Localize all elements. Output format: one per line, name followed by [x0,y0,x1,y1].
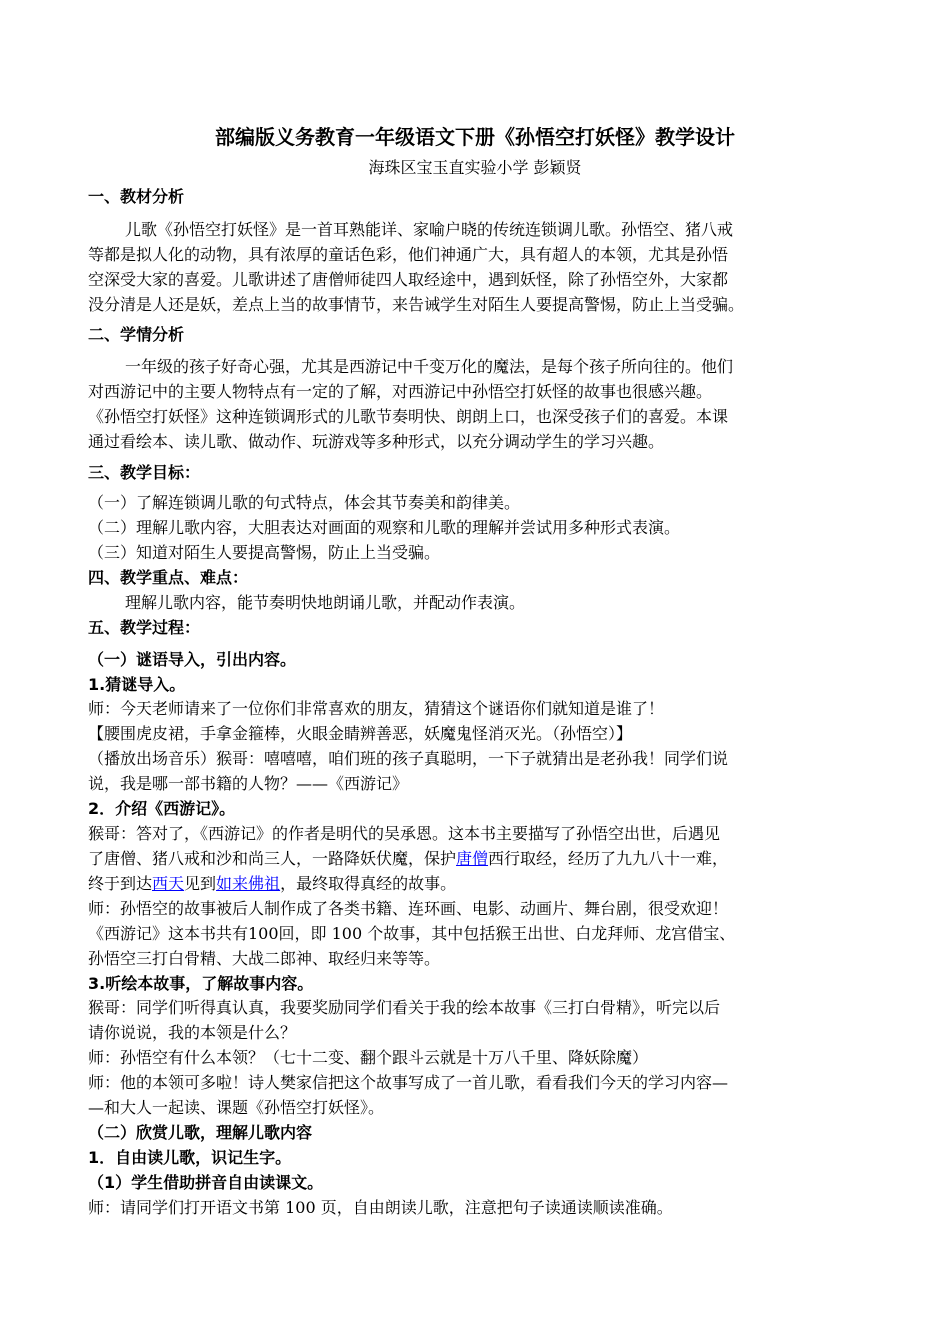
paragraph-line: （播放出场音乐）猴哥：嘻嘻嘻，咱们班的孩子真聪明，一下子就猜出是老孙我！同学们说 [88,749,729,768]
text-span: ，最终取得真经的故事。 [280,874,457,893]
section-heading: 二、学情分析 [88,325,185,344]
author-line: 海珠区宝玉直实验小学 彭颖贤 [368,158,582,177]
paragraph-line: 师：孙悟空的故事被后人制作成了各类书籍、连环画、电影、动画片、舞台剧，很受欢迎！ [88,899,729,918]
text-span: 西行取经，经历了九九八十一难， [488,849,729,868]
link-rulaifozu[interactable]: 如来佛祖 [216,874,281,893]
paragraph-line: 《西游记》这本书共有100回，即 100 个故事，其中包括猴王出世、白龙拜师、龙宫借宝、 [88,924,736,943]
list-item: （二）理解儿歌内容，大胆表达对画面的观察和儿歌的理解并尝试用多种形式表演。 [88,518,681,537]
paragraph-line: 理解儿歌内容，能节奏明快地朗诵儿歌，并配动作表演。 [125,593,526,612]
section-heading: 五、教学过程： [88,618,201,637]
paragraph-line: 孙悟空三打白骨精、大战二郎神、取经归来等等。 [88,949,441,968]
step-heading: 1.猜谜导入。 [88,675,186,694]
paragraph-line: 等都是拟人化的动物，具有浓厚的童话色彩，他们神通广大，具有超人的本领，尤其是孙悟 [88,245,729,264]
text-span: 见到 [184,874,217,893]
paragraph-line: 猴哥：答对了，《西游记》的作者是明代的吴承恩。这本书主要描写了孙悟空出世，后遇见 [88,824,721,843]
subsection-heading: （一）谜语导入，引出内容。 [88,650,297,669]
section-heading: 三、教学目标： [88,463,201,482]
paragraph-line: —和大人一起读、课题《孙悟空打妖怪》。 [88,1098,385,1117]
riddle-line: 【腰围虎皮裙，手拿金箍棒，火眼金睛辨善恶，妖魔鬼怪消灭光。（孙悟空）】 [88,724,633,743]
step-heading: （1）学生借助拼音自由读课文。 [88,1173,324,1192]
paragraph-line [88,847,868,871]
step-heading: 1．自由读儿歌，识记生字。 [88,1148,292,1167]
paragraph-line: 对西游记中的主要人物特点有一定的了解，对西游记中孙悟空打妖怪的故事也很感兴趣。 [88,382,713,401]
paragraph-line: 说，我是哪一部书籍的人物？——《西游记》 [88,774,409,793]
page-title: 部编版义务教育一年级语文下册《孙悟空打妖怪》教学设计 [215,125,735,149]
list-item: （一）了解连锁调儿歌的句式特点，体会其节奏美和韵律美。 [88,493,521,512]
step-heading: 2．介绍《西游记》。 [88,799,236,818]
paragraph-line: 师：他的本领可多啦！诗人樊家信把这个故事写成了一首儿歌，看看我们今天的学习内容— [88,1073,729,1092]
link-xitian[interactable]: 西天 [152,874,185,893]
step-heading: 3.听绘本故事，了解故事内容。 [88,974,314,993]
section-heading: 四、教学重点、难点： [88,568,249,587]
paragraph-line: 通过看绘本、读儿歌、做动作、玩游戏等多种形式，以充分调动学生的学习兴趣。 [88,432,665,451]
paragraph-line: 空深受大家的喜爱。儿歌讲述了唐僧师徒四人取经途中，遇到妖怪，除了孙悟空外，大家都 [88,270,729,289]
section-heading: 一、教材分析 [88,187,185,206]
paragraph-line: 师：今天老师请来了一位你们非常喜欢的朋友，猜猜这个谜语你们就知道是谁了！ [88,699,665,718]
text-span: 了唐僧、猪八戒和沙和尚三人，一路降妖伏魔，保护 [88,849,457,868]
subsection-heading: （二）欣赏儿歌，理解儿歌内容 [88,1123,313,1142]
paragraph-line: 儿歌《孙悟空打妖怪》是一首耳熟能详、家喻户晓的传统连锁调儿歌。孙悟空、猪八戒 [125,220,734,239]
paragraph-line: 没分清是人还是妖，差点上当的故事情节，来告诫学生对陌生人要提高警惕，防止上当受骗。 [88,295,745,314]
text-span: 终于到达 [88,874,153,893]
paragraph-line: 师：孙悟空有什么本领？（七十二变、翻个跟斗云就是十万八千里、降妖除魔） [88,1048,649,1067]
paragraph-line: 请你说说，我的本领是什么？ [88,1023,297,1042]
paragraph-line: 师：请同学们打开语文书第 100 页，自由朗读儿歌，注意把句子读通读顺读准确。 [88,1198,673,1217]
paragraph-line: 一年级的孩子好奇心强，尤其是西游记中千变万化的魔法，是每个孩子所向往的。他们 [125,357,734,376]
link-tangseng[interactable]: 唐僧 [456,849,489,868]
paragraph-line: 猴哥：同学们听得真认真，我要奖励同学们看关于我的绘本故事《三打白骨精》，听完以后 [88,998,721,1017]
paragraph-line: 《孙悟空打妖怪》这种连锁调形式的儿歌节奏明快、朗朗上口，也深受孩子们的喜爱。本课 [88,407,729,426]
paragraph-line [88,872,868,896]
list-item: （三）知道对陌生人要提高警惕，防止上当受骗。 [88,543,441,562]
